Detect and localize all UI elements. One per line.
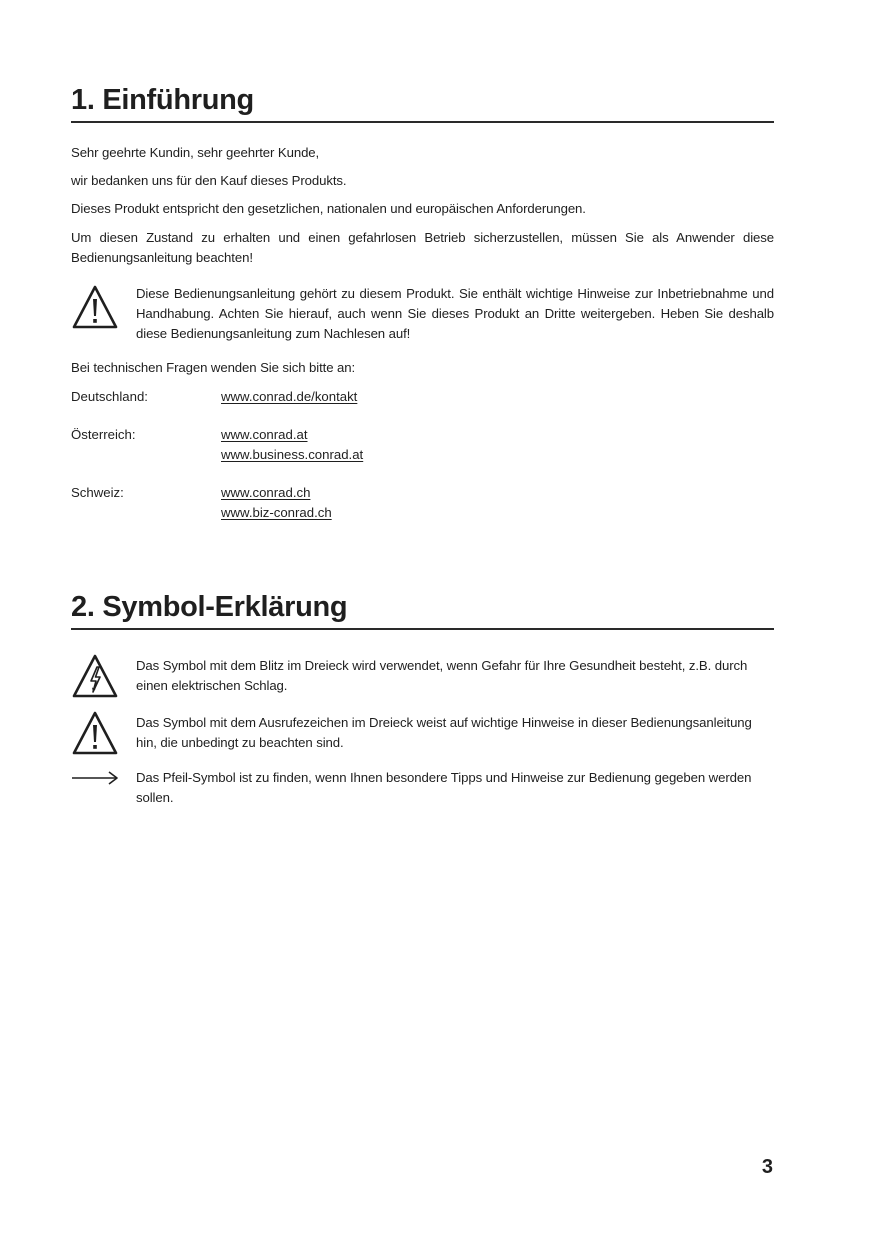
section-1-divider: [71, 121, 774, 123]
lightning-warning-icon: [71, 652, 119, 700]
section-2-title: 2. Symbol-Erklärung: [71, 591, 348, 623]
symbol-exclamation-text: Das Symbol mit dem Ausrufezeichen im Dreieck weist auf wichtige Hinweise in dieser Bedienungsanleitung hin, die unbedingt zu beachten sind.: [136, 715, 752, 750]
contact-link[interactable]: www.biz-conrad.ch: [221, 505, 332, 520]
arrow-right-icon: [71, 768, 119, 788]
contact-country: Österreich:: [71, 427, 136, 442]
contact-country: Deutschland:: [71, 389, 148, 404]
compliance-text: Dieses Produkt entspricht den gesetzlichen, nationalen und europäischen Anforderungen.: [71, 201, 586, 216]
contact-link[interactable]: www.conrad.de/kontakt: [221, 389, 358, 404]
contact-link[interactable]: www.conrad.at: [221, 427, 308, 442]
greeting-text: Sehr geehrte Kundin, sehr geehrter Kunde,: [71, 145, 320, 160]
exclamation-warning-icon: [71, 709, 119, 757]
contact-link[interactable]: www.conrad.ch: [221, 485, 311, 500]
contact-link[interactable]: www.business.conrad.at: [221, 447, 364, 462]
page-number: 3: [761, 1156, 773, 1178]
section-2-divider: [71, 628, 774, 630]
thanks-text: wir bedanken uns für den Kauf dieses Produkts.: [71, 173, 347, 188]
section-1-header: [71, 86, 774, 115]
section-2-header: [71, 593, 774, 622]
symbol-arrow-text: Das Pfeil-Symbol ist zu finden, wenn Ihnen besondere Tipps und Hinweise zur Bedienung gegeben werden sollen.: [136, 770, 752, 805]
symbol-lightning-text: Das Symbol mit dem Blitz im Dreieck wird verwendet, wenn Gefahr für Ihre Gesundheit besteht, z.B. durch einen elektrischen Schlag.: [136, 658, 748, 693]
exclamation-warning-icon: [71, 283, 119, 331]
questions-intro: Bei technischen Fragen wenden Sie sich bitte an:: [71, 360, 356, 375]
contact-country: Schweiz:: [71, 485, 124, 500]
section-1-title: 1. Einführung: [71, 84, 254, 116]
manual-note-text: Diese Bedienungsanleitung gehört zu diesem Produkt. Sie enthält wichtige Hinweise zur Inbetriebnahme und Handhabung. Achten Sie hierauf, auch wenn Sie dieses Produkt an Dritte weitergeben. Heben Sie deshalb diese Bedienungsanleitung zum Nachlesen auf!: [136, 286, 774, 341]
instruction-text: Um diesen Zustand zu erhalten und einen gefahrlosen Betrieb sicherzustellen, müssen Sie als Anwender diese Bedienungsanleitung beachten!: [71, 230, 774, 265]
